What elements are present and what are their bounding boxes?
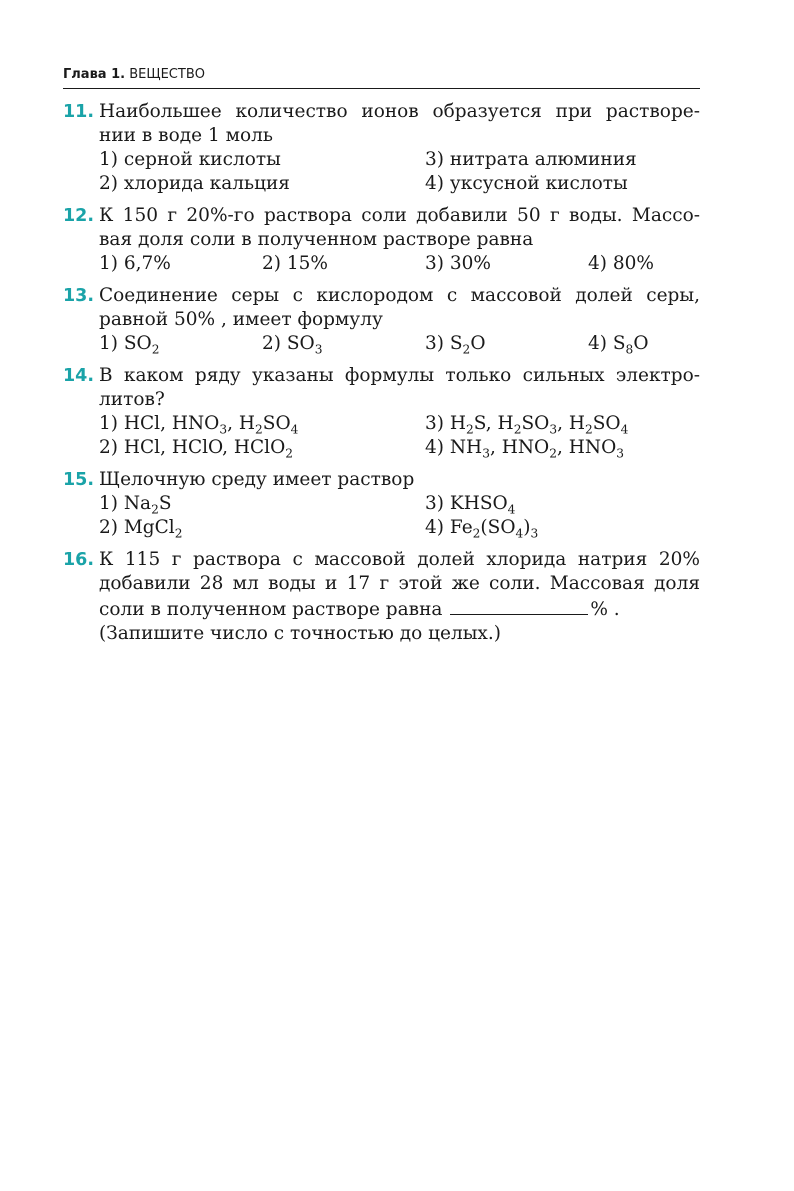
answer-option[interactable]: 4) 80%: [588, 253, 654, 274]
answer-options: [99, 492, 700, 540]
answer-option[interactable]: 1) 6,7%: [99, 253, 171, 274]
answer-options: [99, 148, 700, 196]
answer-option[interactable]: 3) 30%: [425, 253, 491, 274]
question-line: К 150 г 20%-го раствора соли добавили 50 г воды. Массо-: [99, 205, 700, 226]
task-11: [63, 100, 700, 196]
question-line: Щелочную среду имеет раствор: [99, 469, 415, 490]
answer-option[interactable]: 2) HCl, HClO, HClO$_2$: [99, 437, 294, 461]
question-line: Наибольшее количество ионов образуется при растворе-: [99, 101, 700, 122]
answer-option[interactable]: 3) $H_2S$, $H_2SO_3$, $H_2SO_4$: [425, 413, 629, 437]
answer-note: (Запишите число с точностью до целых.): [99, 623, 501, 644]
chapter-label: Глава 1.: [63, 67, 126, 82]
answer-option[interactable]: 4) уксусной кислоты: [425, 173, 628, 194]
question-line: равной 50% , имеет формулу: [99, 309, 383, 330]
question-line: Соединение серы с кислородом с массовой долей серы,: [99, 285, 700, 306]
question-line: литов?: [99, 389, 165, 410]
task-13: [63, 284, 700, 356]
answer-options: [99, 252, 700, 276]
task-number: 13.: [63, 286, 95, 306]
answer-line: [99, 596, 700, 622]
task-number: 16.: [63, 550, 95, 570]
answer-option[interactable]: 4) $S_8O$: [588, 333, 649, 357]
task-number: 14.: [63, 366, 95, 386]
answer-suffix: % .: [590, 599, 620, 620]
page-header: [63, 66, 700, 89]
task-list: [63, 100, 700, 654]
task-12: [63, 204, 700, 276]
answer-blank-field[interactable]: [450, 596, 588, 615]
task-16: [63, 548, 700, 646]
question-line: добавили 28 мл воды и 17 г этой же соли. Массовая доля: [99, 573, 700, 594]
answer-option[interactable]: 1) $SO_2$: [99, 333, 160, 357]
answer-prefix: соли в полученном растворе равна: [99, 599, 443, 620]
answer-option[interactable]: 2) $SO_3$: [262, 333, 323, 357]
answer-options: [99, 412, 700, 460]
answer-option[interactable]: 1) HCl, $HNO_3$, $H_2SO_4$: [99, 413, 299, 437]
answer-option[interactable]: 2) хлорида кальция: [99, 173, 290, 194]
chapter-title: ВЕЩЕСТВО: [129, 67, 205, 82]
answer-option[interactable]: 2) 15%: [262, 253, 328, 274]
answer-option[interactable]: 3) нитрата алюминия: [425, 149, 637, 170]
answer-option[interactable]: 1) $Na_2S$: [99, 493, 172, 517]
task-number: 11.: [63, 102, 95, 122]
answer-option[interactable]: 1) серной кислоты: [99, 149, 281, 170]
task-number: 15.: [63, 470, 95, 490]
task-14: [63, 364, 700, 460]
answer-option[interactable]: 2) MgCl$_2$: [99, 517, 183, 541]
answer-option[interactable]: 4) $Fe_2(SO_4)_3$: [425, 517, 539, 541]
task-number: 12.: [63, 206, 95, 226]
question-line: В каком ряду указаны формулы только сильных электро-: [99, 365, 700, 386]
question-line: вая доля соли в полученном растворе равна: [99, 229, 534, 250]
answer-option[interactable]: 3) $S_2O$: [425, 333, 486, 357]
answer-option[interactable]: 4) $NH_3$, $HNO_2$, $HNO_3$: [425, 437, 624, 461]
question-line: К 115 г раствора с массовой долей хлорида натрия 20%: [99, 549, 700, 570]
answer-options: [99, 332, 700, 356]
answer-option[interactable]: 3) $KHSO_4$: [425, 493, 516, 517]
task-15: [63, 468, 700, 540]
question-line: нии в воде 1 моль: [99, 125, 273, 146]
